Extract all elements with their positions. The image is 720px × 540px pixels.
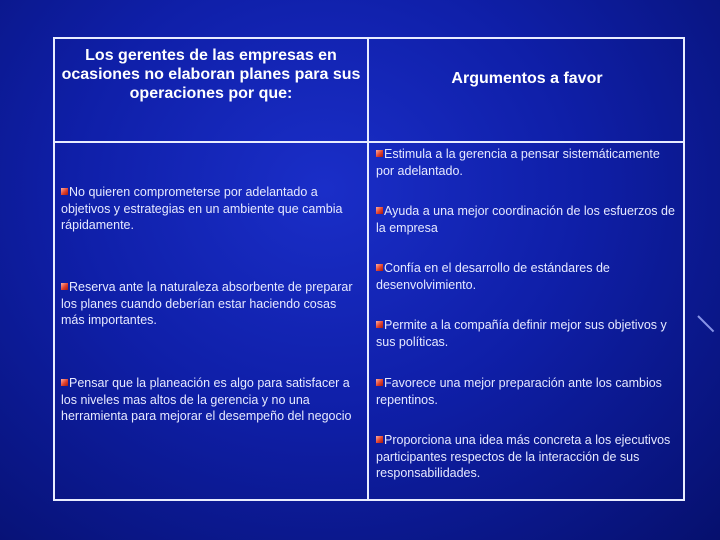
right-list-item xyxy=(376,203,676,236)
bullet-icon xyxy=(61,283,68,290)
bullet-icon xyxy=(61,379,68,386)
right-item-text: Proporciona una idea más concreta a los ejecutivos participantes respectos de la interacción de sus responsabilidades. xyxy=(376,433,671,480)
left-column-header: Los gerentes de las empresas en ocasiones no elaboran planes para sus operaciones por que: xyxy=(61,46,361,102)
right-item-text: Confía en el desarrollo de estándares de desenvolvimiento. xyxy=(376,261,610,292)
right-item-text: Permite a la compañía definir mejor sus objetivos y sus políticas. xyxy=(376,318,667,349)
right-list-item xyxy=(376,375,676,408)
right-list-item xyxy=(376,260,676,293)
left-list-item xyxy=(61,184,361,234)
left-item-text: Reserva ante la naturaleza absorbente de preparar los planes cuando deberían estar haciendo cosas más importantes. xyxy=(61,280,353,327)
left-list-item xyxy=(61,375,361,425)
right-item-text: Ayuda a una mejor coordinación de los esfuerzos de la empresa xyxy=(376,204,675,235)
bullet-icon xyxy=(376,379,383,386)
bullet-icon xyxy=(376,321,383,328)
header-divider xyxy=(55,141,683,143)
right-list-item xyxy=(376,432,676,482)
bullet-icon xyxy=(376,207,383,214)
right-list-item xyxy=(376,146,676,179)
comparison-table xyxy=(53,37,685,501)
bullet-icon xyxy=(61,188,68,195)
decorative-line xyxy=(697,315,714,332)
left-item-text: Pensar que la planeación es algo para satisfacer a los niveles mas altos de la gerencia y no una herramienta para mejorar el desempeño del negocio xyxy=(61,376,352,423)
left-item-text: No quieren comprometerse por adelantado a objetivos y estrategias en un ambiente que cambia rápidamente. xyxy=(61,185,343,232)
right-item-text: Favorece una mejor preparación ante los cambios repentinos. xyxy=(376,376,662,407)
bullet-icon xyxy=(376,150,383,157)
right-item-text: Estimula a la gerencia a pensar sistemáticamente por adelantado. xyxy=(376,147,660,178)
right-list-item xyxy=(376,317,676,350)
bullet-icon xyxy=(376,436,383,443)
bullet-icon xyxy=(376,264,383,271)
left-list-item xyxy=(61,279,361,329)
right-column-header: Argumentos a favor xyxy=(451,70,603,87)
